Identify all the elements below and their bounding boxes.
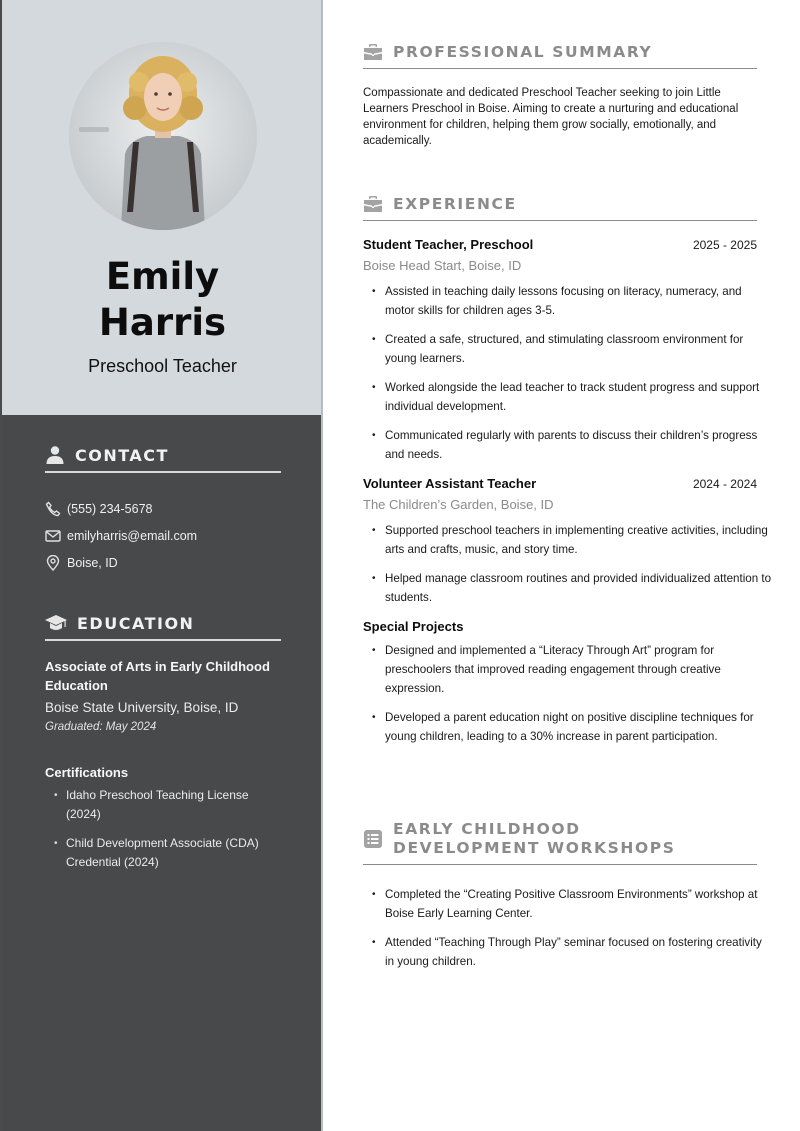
project-bullet: • Developed a parent education night on positive discipline techniques for young children, leading to a 30% increase in parent participation.: [363, 708, 773, 746]
education-heading: [45, 611, 281, 641]
certification-item: • Idaho Preschool Teaching License (2024): [45, 786, 281, 824]
job-bullets: [363, 521, 772, 607]
list-icon: [363, 829, 383, 849]
job-organization: Boise Head Start, Boise, ID: [363, 258, 522, 273]
envelope-icon: [45, 528, 61, 544]
phone-text[interactable]: (555) 234-5678: [67, 501, 153, 516]
workshops-heading: [363, 820, 757, 865]
email-link[interactable]: emilyharris@email.com: [67, 528, 198, 543]
job-bullet: • Assisted in teaching daily lessons focusing on literacy, numeracy, and motor skills for children ages 3-5.: [363, 282, 773, 320]
job-entry: [363, 237, 760, 464]
contact-section: [45, 443, 281, 576]
person-icon: [45, 445, 65, 465]
last-name: Harris: [98, 301, 227, 344]
job-header: [363, 476, 757, 491]
job-entry: [363, 476, 772, 607]
sidebar: [0, 0, 323, 1131]
job-bullets: [363, 282, 760, 464]
job-header: [363, 237, 757, 252]
certifications-title: Certifications: [45, 765, 129, 780]
contact-phone: [45, 495, 281, 522]
degree-name: Associate of Arts in Early Childhood Education: [45, 659, 270, 693]
briefcase-icon: [363, 194, 383, 214]
candidate-role: Preschool Teacher: [88, 356, 237, 376]
job-bullet: • Supported preschool teachers in implementing creative activities, including arts and crafts, music, and story time.: [363, 521, 773, 559]
job-title: Student Teacher, Preschool: [363, 237, 534, 252]
job-bullet: • Helped manage classroom routines and provided individualized attention to students.: [363, 569, 773, 607]
workshops-title: EARLY CHILDHOOD DEVELOPMENT WORKSHOPS: [393, 820, 676, 857]
workshops-section: [363, 820, 762, 981]
project-bullet: • Designed and implemented a “Literacy Through Art” program for preschoolers that improved reading engagement through creative expression.: [363, 641, 773, 698]
workshop-bullet: • Completed the “Creating Positive Classroom Environments” workshop at Boise Early Learning Center.: [363, 885, 773, 923]
graduation-date: Graduated: May 2024: [45, 721, 157, 733]
education-title: EDUCATION: [77, 613, 195, 633]
summary-title: PROFESSIONAL SUMMARY: [393, 42, 653, 61]
phone-icon: [45, 501, 61, 517]
special-projects-bullets: [363, 641, 757, 746]
summary-text: Compassionate and dedicated Preschool Teacher seeking to join Little Learners Preschool in Boise. Aiming to create a nurturing and educational environment for children, helping them grow socially, emotionally, and academically.: [363, 87, 739, 147]
contact-title: CONTACT: [75, 445, 169, 465]
education-section: [45, 611, 281, 882]
experience-title: EXPERIENCE: [393, 194, 517, 213]
contact-email: [45, 522, 281, 549]
job-dates: 2024 - 2024: [692, 477, 757, 491]
job-dates: 2025 - 2025: [692, 238, 757, 252]
first-name: Emily: [105, 255, 220, 298]
avatar-photo: [69, 42, 257, 230]
contact-location: [45, 549, 281, 576]
job-bullet: • Created a safe, structured, and stimulating classroom environment for young learners.: [363, 330, 773, 368]
school-name: Boise State University, Boise, ID: [45, 700, 239, 715]
briefcase-icon: [363, 42, 383, 62]
workshops-bullets: [363, 885, 762, 971]
job-bullet: • Worked alongside the lead teacher to track student progress and support individual development.: [363, 378, 773, 416]
candidate-name: [2, 254, 323, 346]
job-organization: The Children’s Garden, Boise, ID: [363, 497, 554, 512]
contact-list: [45, 495, 281, 576]
certifications-list: [45, 786, 281, 872]
location-text: Boise, ID: [67, 555, 118, 570]
graduation-cap-icon: [45, 613, 67, 633]
job-bullet: • Communicated regularly with parents to discuss their children’s progress and needs.: [363, 426, 773, 464]
job-title: Volunteer Assistant Teacher: [363, 476, 537, 491]
map-pin-icon: [45, 555, 61, 571]
workshop-bullet: • Attended “Teaching Through Play” seminar focused on fostering creativity in young children.: [363, 933, 773, 971]
contact-heading: [45, 443, 281, 473]
special-projects-title: Special Projects: [363, 619, 464, 634]
experience-section: [363, 194, 772, 756]
special-projects: [363, 619, 757, 746]
avatar: [69, 42, 257, 230]
summary-heading: [363, 42, 757, 69]
certification-item: • Child Development Associate (CDA) Credential (2024): [45, 834, 281, 872]
experience-heading: [363, 194, 757, 221]
summary-section: [363, 42, 757, 149]
